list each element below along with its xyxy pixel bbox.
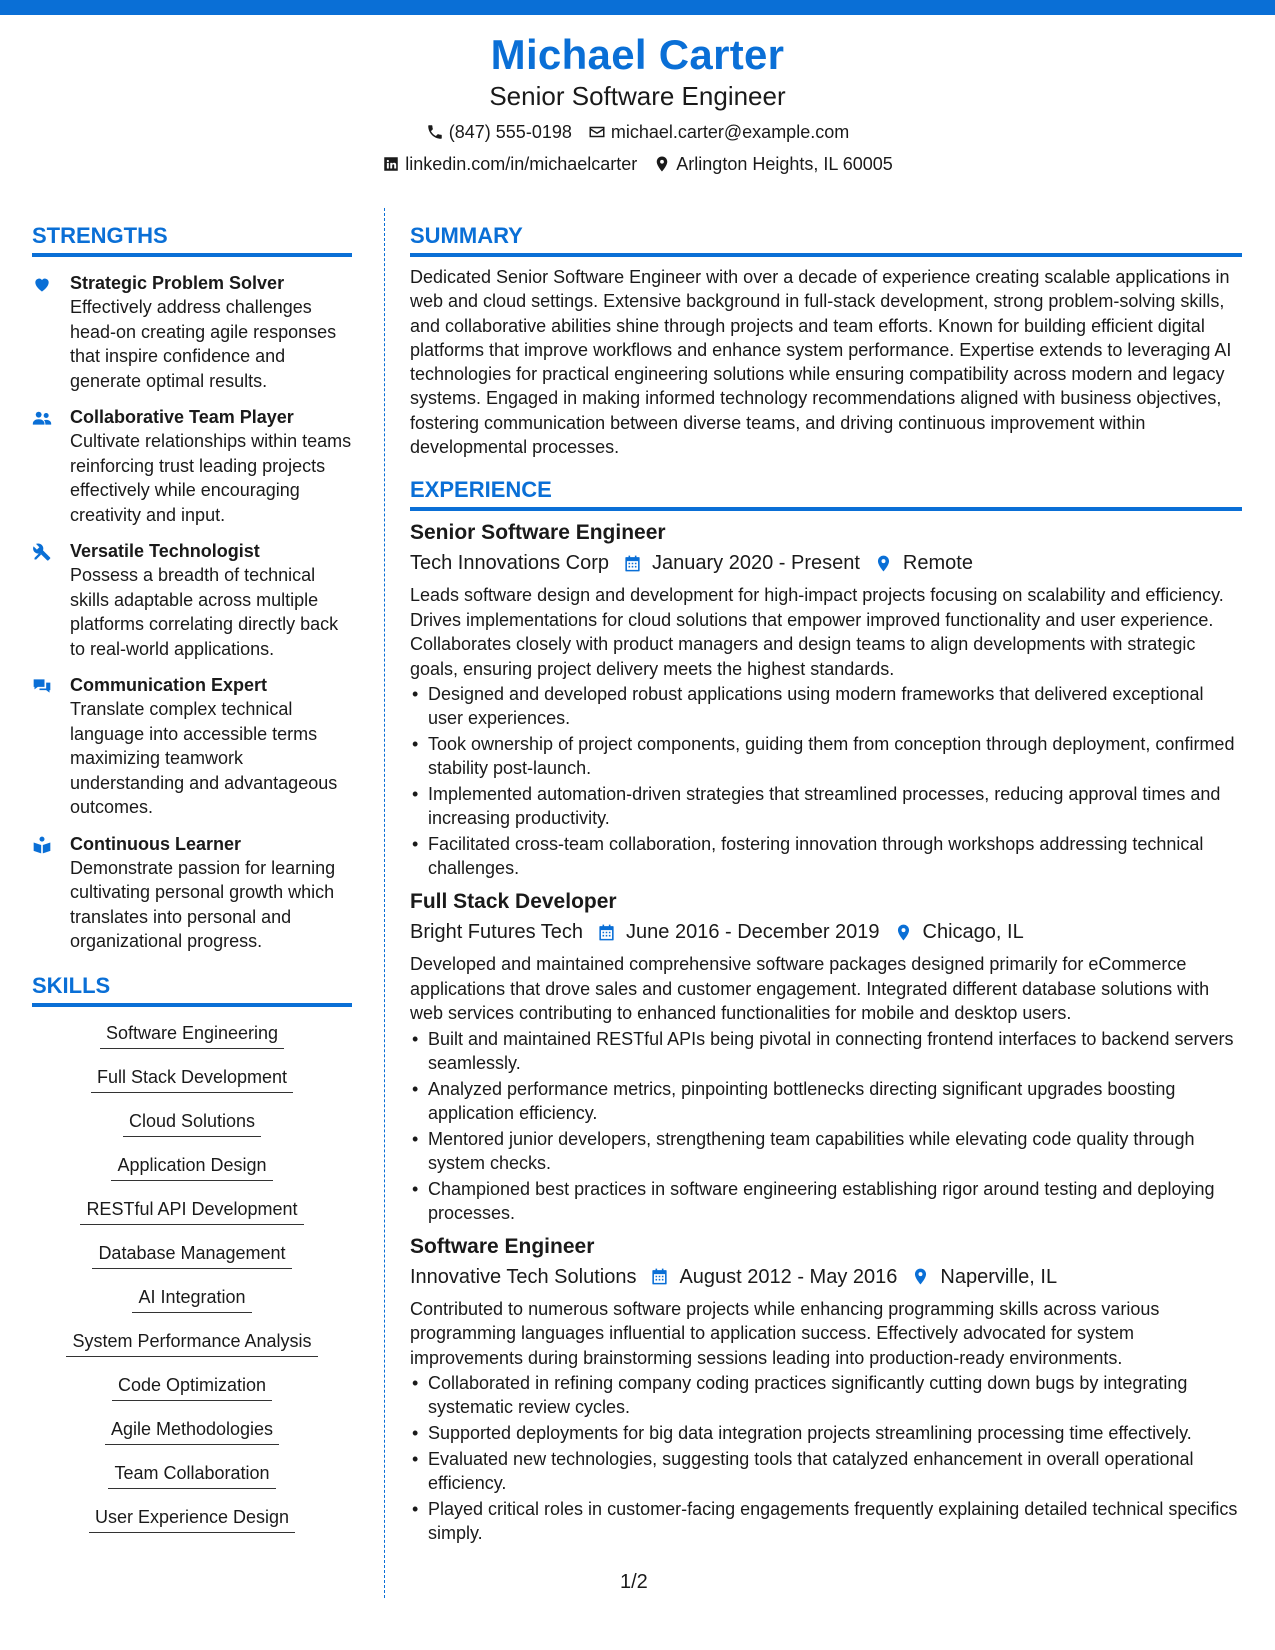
- strength-desc: Effectively address challenges head-on creating agile responses that inspire confidence and generate optimal results.: [70, 297, 337, 391]
- skill-tag: Software Engineering: [100, 1021, 284, 1049]
- job-bullets: [410, 682, 1242, 880]
- experience-heading: EXPERIENCE: [410, 476, 1242, 511]
- strength-item: [32, 405, 352, 527]
- location-contact: [653, 152, 892, 176]
- strength-title: Continuous Learner: [70, 833, 242, 854]
- job-meta: [410, 549, 1242, 577]
- skill-tag: Team Collaboration: [108, 1461, 275, 1489]
- contact-row-1: [0, 120, 1275, 144]
- strength-item: [32, 539, 352, 661]
- job-description: Developed and maintained comprehensive software packages designed primarily for eCommerce applications that drove sales and customer engagement. Integrated different database solutions with web services contributing to enhanced functionalities for mobile and desktop users.: [410, 954, 1210, 1024]
- skills-list: [32, 1021, 352, 1549]
- map-pin-icon: [894, 923, 913, 942]
- calendar-icon: [650, 1267, 669, 1286]
- job-bullet: • Built and maintained RESTful APIs being pivotal in connecting frontend interfaces to backend servers seamlessly.: [410, 1027, 1242, 1075]
- strength-title: Versatile Technologist: [70, 541, 260, 561]
- map-pin-icon: [874, 554, 893, 573]
- calendar-icon: [623, 554, 642, 573]
- skill-tag: System Performance Analysis: [66, 1329, 317, 1357]
- job-location: Chicago, IL: [922, 921, 1024, 944]
- job-bullets: [410, 1371, 1242, 1545]
- heart-icon: [32, 274, 52, 294]
- job-description: Leads software design and development for high-impact projects focusing on scalability and efficiency. Drives implementations for cloud solutions that empower improved functionality and user experience. Collaborates closely with product managers and design teams to align developments with strategic goals, ensuring project delivery meets the highest standards.: [410, 585, 1224, 679]
- location-text: Arlington Heights, IL 60005: [676, 154, 893, 174]
- skill-tag: User Experience Design: [89, 1505, 295, 1533]
- job-dates: January 2020 - Present: [652, 552, 860, 575]
- envelope-icon: [588, 123, 606, 141]
- users-icon: [32, 408, 52, 428]
- phone-text: (847) 555-0198: [448, 122, 572, 142]
- job-bullet: • Played critical roles in customer-facing engagements frequently explaining detailed technical specifics simply.: [410, 1497, 1242, 1545]
- job-company: Bright Futures Tech: [410, 921, 584, 944]
- job-description: Contributed to numerous software projects while enhancing programming skills across various programming languages influential to application success. Effectively advocated for system improvements during brainstorming sessions leading into production-ready environments.: [410, 1298, 1160, 1368]
- strengths-list: [32, 271, 352, 954]
- strength-title: Communication Expert: [70, 675, 268, 695]
- job-meta: [410, 918, 1242, 946]
- strength-title: Strategic Problem Solver: [70, 273, 285, 293]
- summary-text: Dedicated Senior Software Engineer with over a decade of experience creating scalable applications in web and cloud settings. Extensive background in full-stack development, strong problem-solving skills, and collaborative abilities shine through projects and team efforts. Known for building efficient digital platforms that improve workflows and enhance system performance. Expertise extends to leveraging AI technologies for practical engineering solutions while ensuring compatibility across modern and legacy systems. Engaged in making informed technology recommendations aligned with business objectives, fostering communication between diverse teams, and driving continuous improvement within developmental processes.: [410, 267, 1232, 458]
- job-meta: [410, 1263, 1242, 1291]
- summary-heading: SUMMARY: [410, 222, 1242, 257]
- strength-desc: Cultivate relationships within teams reinforcing trust leading projects effectively while encouraging creativity and input.: [70, 431, 352, 525]
- calendar-icon: [597, 923, 616, 942]
- skill-tag: Agile Methodologies: [105, 1417, 279, 1445]
- chat-icon: [32, 676, 52, 696]
- strength-item: [32, 673, 352, 820]
- linkedin-text[interactable]: linkedin.com/in/michaelcarter: [405, 154, 638, 174]
- reader-icon: [32, 835, 52, 855]
- email-text[interactable]: michael.carter@example.com: [610, 122, 850, 142]
- job-bullet: • Supported deployments for big data integration projects streamlining processing time effectively.: [410, 1421, 1242, 1445]
- job-dates: June 2016 - December 2019: [626, 921, 880, 944]
- skill-tag: AI Integration: [132, 1285, 251, 1313]
- phone-icon: [426, 123, 444, 141]
- job-title: Senior Software Engineer: [410, 521, 666, 545]
- strength-desc: Demonstrate passion for learning cultivating personal growth which translates into personal and organizational progress.: [70, 857, 336, 951]
- job-company: Innovative Tech Solutions: [410, 1265, 637, 1288]
- map-pin-icon: [653, 155, 671, 173]
- job-company: Tech Innovations Corp: [410, 552, 610, 575]
- job-entry: [410, 888, 1242, 1225]
- job-bullet: • Implemented automation-driven strategies that streamlined processes, reducing approval times and increasing productivity.: [410, 782, 1242, 830]
- job-bullet: • Designed and developed robust applications using modern frameworks that delivered exceptional user experiences.: [410, 682, 1242, 730]
- skill-tag: Full Stack Development: [91, 1065, 293, 1093]
- left-column: [32, 222, 352, 1549]
- phone-contact: [426, 120, 572, 144]
- job-entry: [410, 519, 1242, 880]
- skill-tag: Code Optimization: [112, 1373, 272, 1401]
- job-bullet: • Evaluated new technologies, suggesting tools that catalyzed enhancement in overall operational efficiency.: [410, 1447, 1242, 1495]
- skill-tag: Database Management: [92, 1241, 291, 1269]
- column-divider: [384, 208, 385, 1598]
- email-contact[interactable]: [588, 120, 849, 144]
- skill-tag: Cloud Solutions: [123, 1109, 261, 1137]
- job-bullet: • Facilitated cross-team collaboration, fostering innovation through workshops addressing technical challenges.: [410, 832, 1242, 880]
- tools-icon: [32, 542, 52, 562]
- top-accent-bar: [0, 0, 1275, 15]
- strength-desc: Possess a breadth of technical skills adaptable across multiple platforms correlating directly back to real-world applications.: [70, 565, 339, 659]
- linkedin-icon: [382, 155, 400, 173]
- strength-desc: Translate complex technical language into accessible terms maximizing teamwork understanding and advantageous outcomes.: [70, 699, 338, 817]
- skills-heading: SKILLS: [32, 972, 352, 1007]
- job-bullet: • Mentored junior developers, strengthening team capabilities while elevating code quality through system checks.: [410, 1127, 1242, 1175]
- candidate-name: Michael Carter: [490, 31, 785, 78]
- map-pin-icon: [911, 1267, 930, 1286]
- job-dates: August 2012 - May 2016: [679, 1265, 898, 1288]
- strengths-heading: STRENGTHS: [32, 222, 352, 257]
- job-entry: [410, 1233, 1242, 1546]
- strength-title: Collaborative Team Player: [70, 407, 294, 427]
- strength-item: [32, 271, 352, 393]
- job-title: Full Stack Developer: [410, 890, 617, 914]
- job-bullet: • Collaborated in refining company coding practices significantly cutting down bugs by integrating systematic review cycles.: [410, 1371, 1242, 1419]
- candidate-title: Senior Software Engineer: [489, 81, 786, 111]
- job-title: Software Engineer: [410, 1234, 595, 1258]
- page-number: 1/2: [620, 1571, 648, 1593]
- contact-row-2: [0, 152, 1275, 176]
- job-bullets: [410, 1027, 1242, 1225]
- right-column: [410, 222, 1242, 1547]
- skill-tag: Application Design: [111, 1153, 272, 1181]
- linkedin-contact[interactable]: [382, 152, 637, 176]
- job-bullet: • Analyzed performance metrics, pinpointing bottlenecks directing significant upgrades boosting application efficiency.: [410, 1077, 1242, 1125]
- resume-header: [0, 30, 1275, 176]
- job-bullet: • Took ownership of project components, guiding them from conception through deployment, confirmed stability post-launch.: [410, 732, 1242, 780]
- skill-tag: RESTful API Development: [80, 1197, 303, 1225]
- job-location: Remote: [902, 552, 973, 575]
- job-bullet: • Championed best practices in software engineering establishing rigor around testing and deploying processes.: [410, 1177, 1242, 1225]
- job-location: Naperville, IL: [940, 1265, 1058, 1288]
- strength-item: [32, 832, 352, 954]
